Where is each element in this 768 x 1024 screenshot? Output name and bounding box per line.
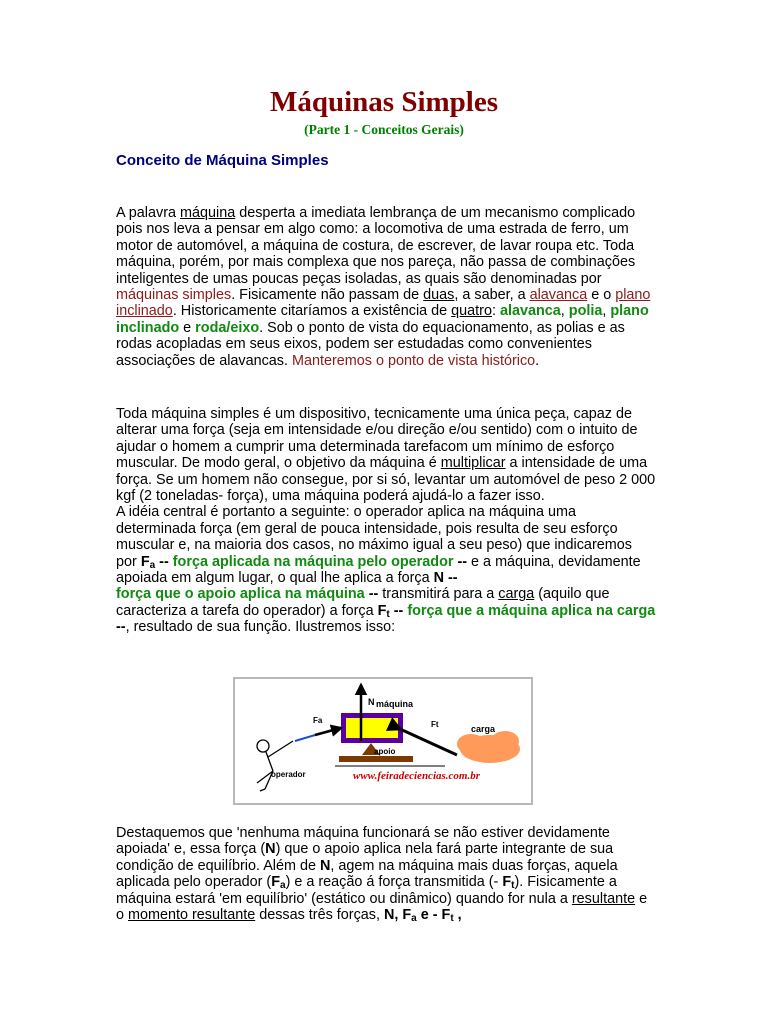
paragraph-equilibrium (116, 825, 656, 923)
symbol-fa (271, 874, 285, 890)
symbol-ft (378, 603, 390, 619)
symbol-ft (502, 874, 514, 890)
term-quatro: quatro (451, 303, 492, 320)
symbol-n: N (320, 857, 331, 874)
text-run: Toda máquina simples é um dispositivo, tecnicamente uma única peça, capaz de alterar uma força (seja em intensidade e/ou direção e/ou sentido) com o intuito de ajudar o homem a cumprir uma determinada tarefacom um mínimo de esforço muscular. De modo geral, o objetivo da máquina é (116, 406, 638, 472)
force-ft-arrow (400, 729, 457, 755)
term-resultante: resultante (571, 890, 636, 907)
text-run: Destaquemos que 'nenhuma máquina funcionará se não estiver devidamente apoiada' e, essa força ( (116, 825, 610, 858)
label-operador: operador (271, 770, 306, 779)
load-blob-part (491, 731, 519, 751)
text-run: dessas três forças, (255, 907, 384, 924)
text-run: e (179, 319, 196, 336)
page-title: Máquinas Simples (269, 86, 499, 118)
text-run: ) e a reação á força transmitida (- (285, 874, 503, 891)
term-polia: polia (568, 303, 603, 320)
subscript: a (280, 880, 286, 892)
label-n: N (368, 697, 375, 707)
text-run: , resultado de sua função. Ilustremos isso: (125, 619, 396, 636)
text-run: -- (364, 586, 379, 603)
text-run: a intensidade de uma força. Se um homem não consegue, por si só, levantar um automóvel de peso 2 000 kgf (2 toneladas- força), uma máquina poderá ajudá-lo a fazer isso. (116, 455, 656, 505)
text-run: -- (453, 553, 468, 570)
forces-list (384, 907, 462, 923)
text-run: F (377, 602, 387, 619)
text-run: transmitirá para a (378, 586, 499, 603)
paragraph-intro (116, 205, 656, 369)
paragraph-definition (116, 406, 656, 636)
text-run: F (271, 874, 281, 891)
symbol-n: N -- (433, 570, 458, 587)
n-description: força que o apoio aplica na máquina (116, 586, 365, 603)
subscript: t (511, 880, 515, 892)
text-run: , (453, 907, 462, 924)
text-run: , a saber, a (454, 287, 530, 304)
text-run: -- (116, 619, 126, 636)
label-fa: Fa (313, 716, 323, 725)
text-run: , (602, 303, 611, 320)
label-maquina: máquina (376, 699, 414, 709)
text-run: , (560, 303, 569, 320)
term-roda-eixo: roda/eixo (195, 319, 260, 336)
machine-block (346, 718, 398, 738)
support-base (339, 756, 413, 762)
subscript: t (386, 608, 390, 620)
fa-description: força aplicada na máquina pelo operador (172, 553, 454, 570)
text-run: e - F (416, 907, 451, 924)
section-heading: Conceito de Máquina Simples (116, 152, 329, 169)
label-carga: carga (471, 724, 496, 734)
text-run: . (535, 352, 540, 369)
term-carga: carga (498, 586, 535, 603)
term-multiplicar: multiplicar (440, 455, 506, 472)
text-run: . Historicamente citaríamos a existência de (172, 303, 452, 320)
label-ft: Ft (431, 720, 439, 729)
link-ponto-de-vista[interactable]: Manteremos o ponto de vista histórico (292, 352, 536, 369)
machine-diagram-svg (235, 679, 531, 803)
page-subtitle: (Parte 1 - Conceitos Gerais) (304, 122, 464, 137)
text-run: e o (587, 287, 616, 304)
text-run: ). Fisicamente a máquina estará 'em equilíbrio' (estático ou dinâmico) quando for nula a (116, 874, 617, 907)
subscript: a (411, 913, 417, 925)
text-run: F (502, 874, 512, 891)
link-alavanca[interactable]: alavanca (529, 287, 588, 304)
operator-figure (257, 740, 293, 791)
text-run: . Sob o ponto de vista do equacionamento, as polias e as rodas acopladas em seus eixos, podem ser estudadas como convenientes associações de alavancas. (116, 319, 625, 369)
link-maquinas-simples[interactable]: máquinas simples (116, 287, 232, 304)
text-run: : (491, 303, 500, 320)
text-run: -- (389, 602, 408, 619)
subscript: a (149, 559, 156, 571)
link-plano-inclinado[interactable]: plano inclinado (116, 287, 651, 320)
subscript: t (450, 913, 454, 925)
text-run: F (140, 553, 150, 570)
text-run: . Fisicamente não passam de (231, 287, 424, 304)
term-momento-resultante: momento resultante (128, 907, 256, 924)
text-run: A idéia central é portanto a seguinte: o operador aplica na máquina uma determinada força (em geral de pouca intensidade, pois resulta de seu esforço muscular e, na maioria dos casos, no máximo igual a seu peso) que indicaremos por (116, 504, 632, 570)
ft-description: força que a máquina aplica na carga (407, 602, 656, 619)
load-blob-part (457, 734, 485, 754)
text-run: -- (155, 553, 173, 570)
symbol-fa (141, 554, 155, 570)
machine-diagram (233, 677, 533, 805)
text-run: (aquilo que caracteriza a tarefa do operador) a força (116, 586, 610, 619)
text-run: e o (116, 890, 648, 924)
term-duas: duas (423, 287, 455, 304)
symbol-n: N (265, 841, 276, 858)
text-run: desperta a imediata lembrança de um mecanismo complicado pois nos leva a pensar em algo como: a locomotiva de uma estrada de ferro, um motor de automóvel, a máquina de costura, de escrever, de lavar roupa etc. Toda máquina, porém, por mais complexa que nos pareça, não passa de combinações inteligentes de umas poucas peças isoladas, as quais são denominadas por (116, 205, 636, 287)
text-run: A palavra (116, 205, 180, 221)
force-fa-arrow (315, 728, 341, 735)
term-plano-inclinado: plano inclinado (116, 303, 649, 336)
label-apoio: apoio (374, 747, 396, 756)
text-run: , agem na máquina mais duas forças, aquela aplicada pelo operador ( (116, 857, 618, 891)
text-run: N, F (383, 907, 412, 924)
term-maquina: máquina (180, 205, 236, 221)
text-run: e a máquina, devidamente apoiada em algum lugar, o qual lhe aplica a força (116, 553, 641, 587)
website-label: www.feiradeciencias.com.br (353, 770, 480, 782)
text-run: ) que o apoio aplica nela fará parte integrante de sua condição de equilíbrio. Além de (116, 841, 614, 874)
term-alavanca: alavanca (499, 303, 561, 320)
